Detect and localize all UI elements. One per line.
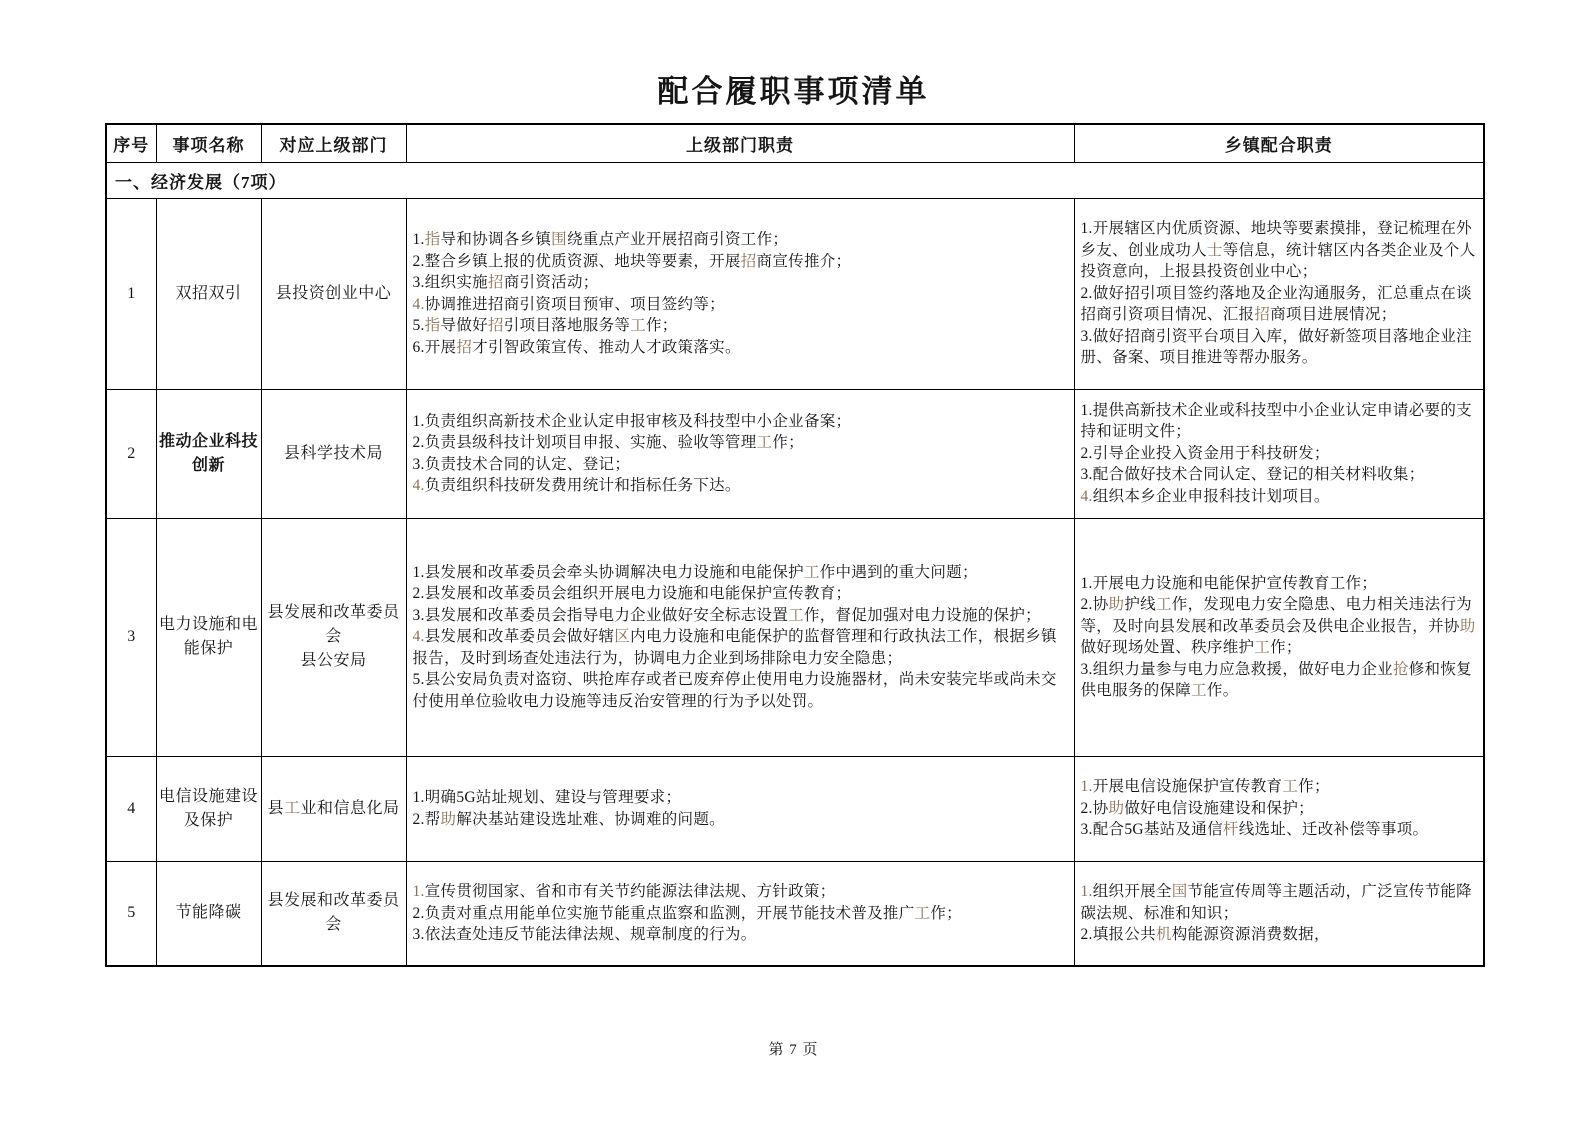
duties-table [105, 123, 1485, 967]
superior-duties-cell: 1.明确5G站址规划、建设与管理要求； 2.帮助解决基站建设选址难、协调难的问题。 [406, 756, 1074, 861]
table-row [106, 756, 1484, 861]
section-header-row [106, 162, 1484, 198]
superior-duties-cell: 1.指导和协调各乡镇围绕重点产业开展招商引资工作； 2.整合乡镇上报的优质资源、地块等要素，开展招商宣传推介； 3.组织实施招商引资活动； 4.协调推进招商引资项目预审、项目签约等； 5.指导做好招引项目落地服务等工作； 6.开展招才引智政策宣传、推动人才政策落实。 [406, 198, 1074, 389]
table-row [106, 518, 1484, 756]
township-duties-cell: 1.组织开展全国节能宣传周等主题活动，广泛宣传节能降碳法规、标准和知识； 2.填报公共机构能源资源消费数据， [1074, 861, 1484, 966]
superior-duties-cell: 1.宣传贯彻国家、省和市有关节约能源法律法规、方针政策； 2.负责对重点用能单位实施节能重点监察和监测，开展节能技术普及推广工作； 3.依法查处违反节能法律法规、规章制度的行为。 [406, 861, 1074, 966]
item-name-cell: 推动企业科技创新 [156, 389, 261, 518]
table-row [106, 198, 1484, 389]
column-header-superior-duties: 上级部门职责 [406, 124, 1074, 162]
table-row [106, 861, 1484, 966]
column-header-serial: 序号 [106, 124, 156, 162]
item-name-cell: 节能降碳 [156, 861, 261, 966]
township-duties-cell: 1.开展电力设施和电能保护宣传教育工作； 2.协助护线工作，发现电力安全隐患、电力相关违法行为等，及时向县发展和改革委员会及供电企业报告，并协助做好现场处置、秩序维护工作； 3.组织力量参与电力应急救援，做好电力企业抢修和恢复供电服务的保障工作。 [1074, 518, 1484, 756]
superior-duties-cell: 1.县发展和改革委员会牵头协调解决电力设施和电能保护工作中遇到的重大问题； 2.县发展和改革委员会组织开展电力设施和电能保护宣传教育； 3.县发展和改革委员会指导电力企业做好安全标志设置工作，督促加强对电力设施的保护； 4.县发展和改革委员会做好辖区内电力设施和电能保护的监督管理和行政执法工作，根据乡镇报告，及时到场查处违法行为，协调电力企业到场排除电力安全隐患； 5.县公安局负责对盗窃、哄抢库存或者已废弃停止使用电力设施器材，尚未安装完毕或尚未交付使用单位验收电力设施等违反治安管理的行为予以处罚。 [406, 518, 1074, 756]
department-cell: 县发展和改革委员会 县公安局 [261, 518, 406, 756]
section-title: 一、经济发展（7项） [106, 162, 1484, 198]
item-name-cell: 电信设施建设及保护 [156, 756, 261, 861]
row-serial-number: 2 [106, 389, 156, 518]
department-cell: 县科学技术局 [261, 389, 406, 518]
department-cell: 县工业和信息化局 [261, 756, 406, 861]
row-serial-number: 3 [106, 518, 156, 756]
superior-duties-cell: 1.负责组织高新技术企业认定申报审核及科技型中小企业备案； 2.负责县级科技计划项目申报、实施、验收等管理工作； 3.负责技术合同的认定、登记； 4.负责组织科技研发费用统计和指标任务下达。 [406, 389, 1074, 518]
township-duties-cell: 1.开展辖区内优质资源、地块等要素摸排，登记梳理在外乡友、创业成功人士等信息，统计辖区内各类企业及个人投资意向，上报县投资创业中心； 2.做好招引项目签约落地及企业沟通服务，汇总重点在谈招商引资项目情况、汇报招商项目进展情况； 3.做好招商引资平台项目入库，做好新签项目落地企业注册、备案、项目推进等帮办服务。 [1074, 198, 1484, 389]
department-cell: 县发展和改革委员会 [261, 861, 406, 966]
township-duties-cell: 1.开展电信设施保护宣传教育工作； 2.协助做好电信设施建设和保护； 3.配合5G基站及通信杆线选址、迁改补偿等事项。 [1074, 756, 1484, 861]
column-header-township-duties: 乡镇配合职责 [1074, 124, 1484, 162]
township-duties-cell: 1.提供高新技术企业或科技型中小企业认定申请必要的支持和证明文件； 2.引导企业投入资金用于科技研发； 3.配合做好技术合同认定、登记的相关材料收集； 4.组织本乡企业申报科技计划项目。 [1074, 389, 1484, 518]
item-name-cell: 电力设施和电能保护 [156, 518, 261, 756]
department-cell: 县投资创业中心 [261, 198, 406, 389]
table-row [106, 389, 1484, 518]
item-name-cell: 双招双引 [156, 198, 261, 389]
page-number: 第 7 页 [768, 1042, 819, 1058]
page-title: 配合履职事项清单 [657, 74, 930, 109]
row-serial-number: 4 [106, 756, 156, 861]
header-row [106, 124, 1484, 162]
row-serial-number: 1 [106, 198, 156, 389]
column-header-item-name: 事项名称 [156, 124, 261, 162]
row-serial-number: 5 [106, 861, 156, 966]
column-header-department: 对应上级部门 [261, 124, 406, 162]
